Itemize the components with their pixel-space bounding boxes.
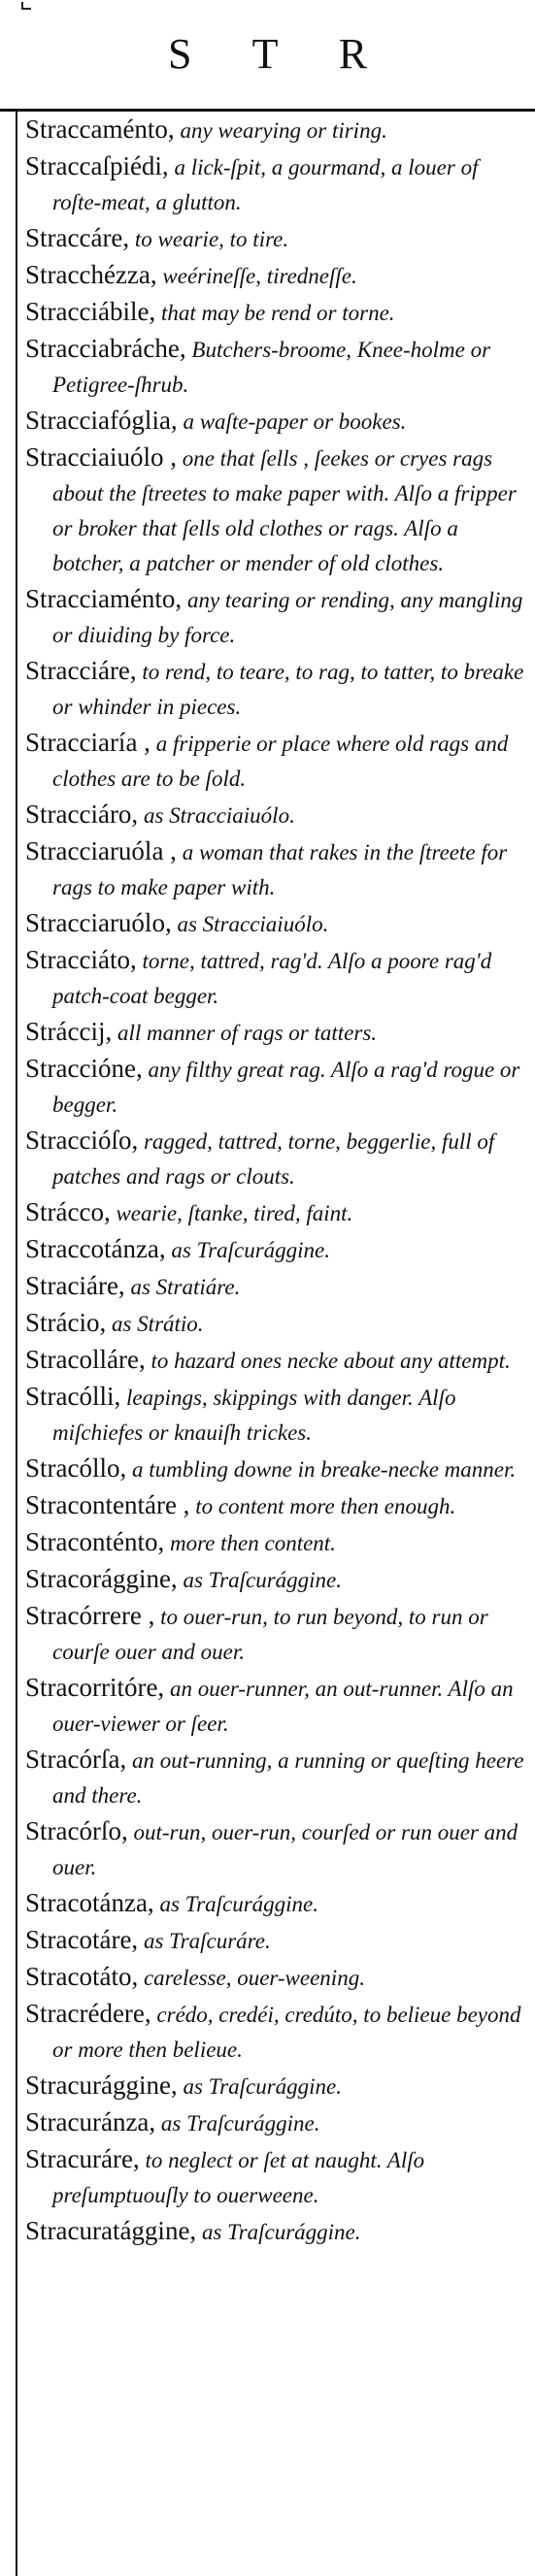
dictionary-entry [25,1488,528,1523]
column-rule [16,111,17,2576]
entry-headword: Stracuráre, [25,2144,140,2173]
entry-headword: Straccaménto, [25,114,175,144]
entry-definition: a lick-ſpit, a gourmand, a louer of roſte-meat, a glutton. [52,155,479,214]
dictionary-entry [25,2214,528,2249]
entry-headword: Stracuratággine, [25,2216,197,2245]
dictionary-entry [25,1343,528,1378]
dictionary-entry [25,1960,528,1995]
entry-definition: to wearie, to tire. [129,227,289,251]
entry-headword: Strácio, [25,1308,107,1337]
entry-headword: Stracotánza, [25,1888,154,1917]
dictionary-entry [25,2105,528,2140]
entry-headword: Stracotáre, [25,1925,139,1954]
entry-headword: Stracuránza, [25,2107,156,2136]
entry-headword: Stracciaruóla , [25,836,177,865]
page-header-letters: S T R [167,30,393,78]
entry-headword: Straccotánza, [25,1234,166,1263]
dictionary-entry [25,582,528,652]
dictionary-entry [25,943,528,1013]
dictionary-entry [25,654,528,724]
entry-definition: leapings, skippings with danger. Alſo miſchiefes or knauiſh trickes. [52,1386,456,1445]
entry-definition: a tumbling downe in breake-necke manner. [126,1457,517,1482]
dictionary-entry [25,1269,528,1304]
entry-headword: Stracciáto, [25,945,137,974]
entry-headword: Stracciafóglia, [25,406,178,435]
dictionary-entry [25,1743,528,1812]
page-corner-mark [21,2,31,10]
entry-definition: carelesse, ouer-weening. [138,1966,365,1990]
entry-headword: Stracciáre, [25,656,137,685]
dictionary-entry [25,1451,528,1486]
entry-headword: Stracontentáre , [25,1490,190,1519]
entry-definition: an out-running, a running or queſting heere and there. [52,1748,524,1808]
entry-definition: crédo, credéi, credúto, to belieue beyond or more then belieue. [52,2003,521,2062]
entry-definition: torne, tattred, rag'd. Alſo a poore rag'd patch-coat begger. [52,949,492,1008]
dictionary-entry [25,221,528,256]
entry-definition: as Stratiáre. [124,1275,241,1299]
entry-definition: Butchers-broome, Knee-holme or Petigree-ſhrub. [52,338,491,397]
entry-definition: out-run, ouer-run, courſed or run ouer and ouer. [52,1820,518,1879]
entry-headword: Stracciaiuólo , [25,442,177,472]
dictionary-entry [25,1306,528,1341]
entry-definition: as Traſcurággine. [177,1568,343,1592]
entry-headword: Stracrédere, [25,1999,151,2028]
entry-definition: any tearing or rending, any mangling or diuiding by force. [52,588,523,647]
dictionary-entry [25,404,528,439]
entry-headword: Stracciaménto, [25,584,183,613]
entry-headword: Stracóllo, [25,1453,127,1483]
entry-definition: a woman that rakes in the ſtreete for rags to make paper with. [52,840,508,899]
dictionary-entry [25,1997,528,2067]
dictionary-entry [25,1052,528,1122]
entry-definition: a fripperie or place where old rags and clothes are to be ſold. [52,732,509,791]
entry-headword: Stracciáro, [25,799,139,829]
entry-definition: as Traſcurággine. [155,2111,320,2136]
entry-headword: Stracciabráche, [25,334,186,363]
entry-definition: as Stracciaiuólo. [171,912,329,936]
dictionary-entry [25,332,528,402]
dictionary-entry [25,1380,528,1450]
dictionary-entry [25,1886,528,1921]
entry-definition: as Traſcurággine. [196,2220,361,2244]
entry-definition: more then content. [164,1531,336,1555]
entry-definition: weérineſſe, tiredneſſe. [156,264,357,288]
dictionary-entry [25,1599,528,1669]
entry-headword: Stracurággine, [25,2071,178,2100]
entry-definition: as Strátio. [106,1312,204,1336]
dictionary-entry [25,258,528,293]
entry-definition: to neglect or ſet at naught. Alſo preſumptuouſly to ouerweene. [52,2148,425,2207]
dictionary-entry [25,113,528,147]
dictionary-entry [25,2142,528,2212]
entry-definition: to rend, to teare, to rag, to tatter, to breake or whinder in pieces. [52,660,524,719]
entry-definition: one that ſells , ſeekes or cryes rags about the ſtreetes to make paper with. Alſo a fripper or broker that ſells old clothes or rags. Alſo a botcher, a patcher or mender of old clothes. [52,446,517,575]
dictionary-entry [25,295,528,330]
entry-definition: as Traſcurággine. [165,1238,330,1262]
entry-headword: Stracórſo, [25,1816,128,1845]
entry-definition: to content more then enough. [189,1494,456,1518]
entry-definition: a waſte-paper or bookes. [177,409,407,434]
entry-definition: as Traſcurággine. [177,2074,343,2099]
dictionary-entry [25,1525,528,1560]
entry-definition: as Stracciaiuólo. [138,803,295,828]
header-rule [0,109,535,112]
entry-definition: ragged, tattred, torne, beggerlie, full of patches and rags or clouts. [52,1129,495,1189]
dictionary-entry [25,149,528,219]
dictionary-entry [25,1195,528,1230]
entry-headword: Stracórrere , [25,1601,155,1630]
entry-definition: to ouer-run, to run beyond, to run or courſe ouer and ouer. [52,1605,488,1664]
entry-definition: to hazard ones necke about any attempt. [145,1349,511,1373]
dictionary-entry [25,726,528,796]
entry-headword: Straccaſpiédi, [25,151,169,180]
entry-headword: Stracciaruólo, [25,908,172,937]
entry-headword: Straccióſo, [25,1125,139,1155]
dictionary-entry [25,1814,528,1884]
entry-definition: wearie, ſtanke, tired, faint. [110,1201,353,1225]
entry-definition: as Traſcurággine. [153,1892,319,1916]
dictionary-entry [25,834,528,904]
dictionary-entries [25,113,528,2567]
dictionary-entry [25,440,528,580]
dictionary-entry [25,798,528,832]
entry-definition: any wearying or tiring. [174,118,387,143]
entry-headword: Stracorággine, [25,1564,178,1593]
entry-definition: that may be rend or torne. [155,301,395,325]
entry-headword: Stracorritóre, [25,1673,165,1702]
dictionary-entry [25,1671,528,1741]
entry-headword: Stracolláre, [25,1345,146,1374]
entry-definition: an ouer-runner, an out-runner. Alſo an ouer-viewer or ſeer. [52,1677,514,1736]
dictionary-entry [25,906,528,941]
entry-headword: Straciáre, [25,1271,125,1300]
entry-headword: Stracotáto, [25,1962,139,1991]
entry-headword: Straconténto, [25,1527,165,1556]
dictionary-entry [25,1562,528,1597]
entry-headword: Straccáre, [25,223,130,252]
dictionary-entry [25,1923,528,1958]
entry-headword: Stracciaría , [25,728,150,757]
entry-headword: Stracólli, [25,1382,121,1411]
entry-headword: Straccióne, [25,1054,143,1083]
entry-headword: Stracciábile, [25,297,156,326]
entry-definition: all manner of rags or tatters. [112,1021,378,1045]
dictionary-entry [25,2069,528,2103]
dictionary-entry [25,1232,528,1267]
dictionary-entry [25,1124,528,1193]
entry-headword: Stracórſa, [25,1745,127,1774]
entry-definition: any filthy great rag. Alſo a rag'd rogue or begger. [52,1058,520,1117]
entry-headword: Stráccij, [25,1017,113,1046]
dictionary-entry [25,1015,528,1050]
entry-definition: as Traſcuráre. [138,1929,271,1953]
entry-headword: Stracchézza, [25,260,157,289]
entry-headword: Strácco, [25,1197,111,1226]
